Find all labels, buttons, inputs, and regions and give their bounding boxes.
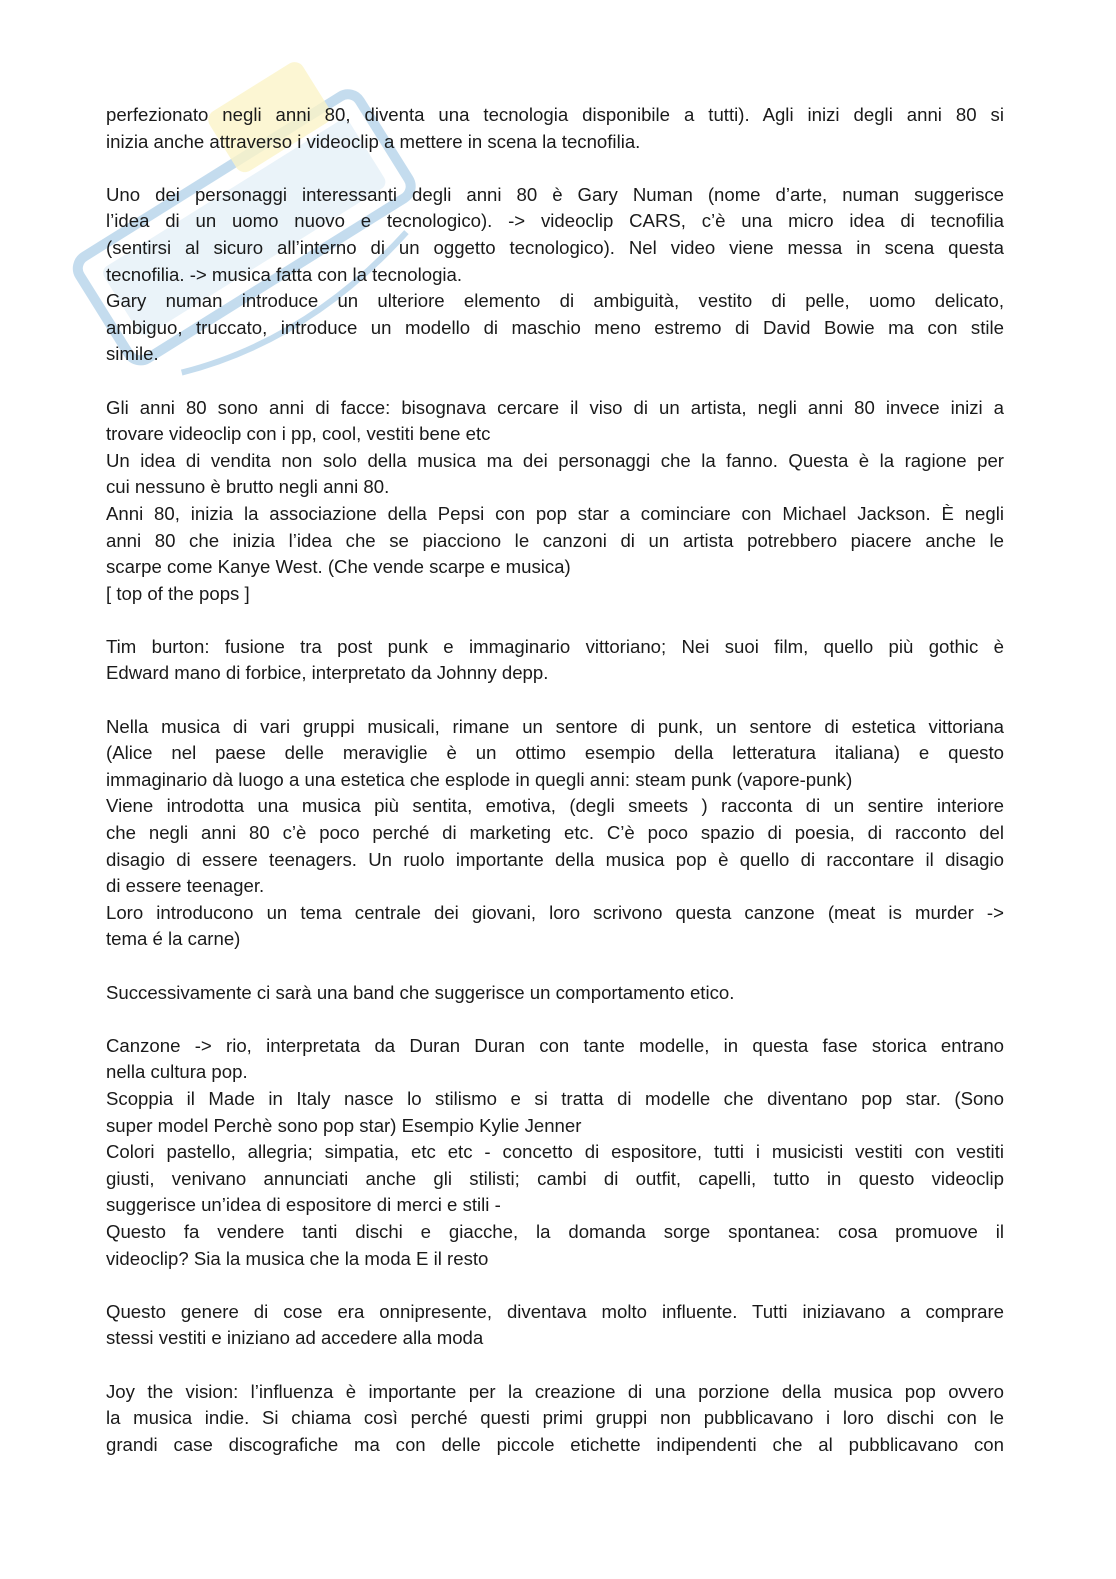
text-line: inizia anche attraverso i videoclip a mettere in scena la tecnofilia. bbox=[106, 130, 641, 152]
text-line: Gary numan introduce un ulteriore elemento di ambiguità, vestito di pelle, uomo delicato, bbox=[106, 290, 1004, 312]
text-line: (Alice nel paese delle meraviglie è un ottimo esempio della letteratura italiana) e questo bbox=[106, 742, 1004, 764]
text-line: anni 80 che inizia l’idea che se piacciono le canzoni di un artista potrebbero piacere anche le bbox=[106, 529, 1004, 551]
text-line: Uno dei personaggi interessanti degli anni 80 è Gary Numan (nome d’arte, numan suggerisce bbox=[106, 183, 1004, 205]
text-line: suggerisce un’idea di espositore di merci e stili - bbox=[106, 1194, 501, 1216]
text-line: tema é la carne) bbox=[106, 928, 241, 950]
text-line: trovare videoclip con i pp, cool, vestiti bene etc bbox=[106, 423, 491, 445]
text-line: Joy the vision: l’influenza è importante per la creazione di una porzione della musica pop ovvero bbox=[106, 1380, 1004, 1402]
paragraph bbox=[106, 1299, 1004, 1352]
text-line: immaginario dà luogo a una estetica che esplode in quegli anni: steam punk (vapore-punk) bbox=[106, 768, 853, 790]
text-line: Questo genere di cose era onnipresente, diventava molto influente. Tutti iniziavano a comprare bbox=[106, 1300, 1004, 1322]
text-line: Tim burton: fusione tra post punk e immaginario vittoriano; Nei suoi film, quello più gothic è bbox=[106, 635, 1004, 657]
text-line: Edward mano di forbice, interpretato da Johnny depp. bbox=[106, 662, 549, 684]
paragraph bbox=[106, 102, 1004, 155]
text-line: cui nessuno è brutto negli anni 80. bbox=[106, 476, 390, 498]
paragraph bbox=[106, 1379, 1004, 1459]
text-line: Successivamente ci sarà una band che suggerisce un comportamento etico. bbox=[106, 981, 735, 1003]
text-line: scarpe come Kanye West. (Che vende scarpe e musica) bbox=[106, 556, 571, 578]
paragraph bbox=[106, 634, 1004, 687]
text-line: tecnofilia. -> musica fatta con la tecnologia. bbox=[106, 263, 463, 285]
paragraph bbox=[106, 182, 1004, 368]
text-line: disagio di essere teenagers. Un ruolo importante della musica pop è quello di raccontare il disagio bbox=[106, 848, 1004, 870]
text-line: Questo fa vendere tanti dischi e giacche, la domanda sorge spontanea: cosa promuove il bbox=[106, 1220, 1004, 1242]
text-line: (sentirsi al sicuro all’interno di un oggetto tecnologico). Nel video viene messa in scena questa bbox=[106, 236, 1004, 258]
text-line: Canzone -> rio, interpretata da Duran Duran con tante modelle, in questa fase storica entrano bbox=[106, 1034, 1004, 1056]
text-line: Anni 80, inizia la associazione della Pepsi con pop star a cominciare con Michael Jackson. È negli bbox=[106, 502, 1004, 524]
text-line: Nella musica di vari gruppi musicali, rimane un sentore di punk, un sentore di estetica vittoriana bbox=[106, 715, 1004, 737]
text-line: nella cultura pop. bbox=[106, 1061, 248, 1083]
paragraph bbox=[106, 714, 1004, 953]
text-line: Loro introducono un tema centrale dei giovani, loro scrivono questa canzone (meat is murder -> bbox=[106, 901, 1004, 923]
text-line: super model Perchè sono pop star) Esempio Kylie Jenner bbox=[106, 1114, 582, 1136]
text-line: grandi case discografiche ma con delle piccole etichette indipendenti che al pubblicavano con bbox=[106, 1433, 1004, 1455]
paragraph bbox=[106, 1033, 1004, 1272]
text-line: Scoppia il Made in Italy nasce lo stilismo e si tratta di modelle che diventano pop star. (Sono bbox=[106, 1087, 1004, 1109]
text-line: perfezionato negli anni 80, diventa una tecnologia disponibile a tutti). Agli inizi degli anni 80 si bbox=[106, 104, 1004, 125]
paragraph bbox=[106, 980, 1004, 1007]
text-line: Un idea di vendita non solo della musica ma dei personaggi che la fanno. Questa è la ragione per bbox=[106, 449, 1004, 471]
text-line: simile. bbox=[106, 343, 159, 365]
document-body bbox=[106, 102, 1004, 1485]
text-line: la musica indie. Si chiama così perché questi primi gruppi non pubblicavano i loro dischi con le bbox=[106, 1407, 1004, 1429]
text-line: Colori pastello, allegria; simpatia, etc etc - concetto di espositore, tutti i musicisti vestiti con vestiti bbox=[106, 1141, 1004, 1163]
text-line: Viene introdotta una musica più sentita, emotiva, (degli smeets ) racconta di un sentire interiore bbox=[106, 795, 1004, 817]
text-line: l’idea di un uomo nuovo e tecnologico). -> videoclip CARS, c’è una micro idea di tecnofilia bbox=[106, 210, 1004, 232]
text-line: videoclip? Sia la musica che la moda E il resto bbox=[106, 1247, 489, 1269]
text-line: di essere teenager. bbox=[106, 875, 265, 897]
text-line: stessi vestiti e iniziano ad accedere alla moda bbox=[106, 1327, 484, 1349]
text-line: ambiguo, truccato, introduce un modello di maschio meno estremo di David Bowie ma con stile bbox=[106, 316, 1004, 338]
paragraph bbox=[106, 395, 1004, 608]
text-line: [ top of the pops ] bbox=[106, 582, 250, 604]
text-line: giusti, venivano annunciati anche gli stilisti; cambi di outfit, capelli, tutto in questo videoclip bbox=[106, 1167, 1004, 1189]
text-line: che negli anni 80 c’è poco perché di marketing etc. C’è poco spazio di poesia, di racconto del bbox=[106, 822, 1004, 844]
text-line: Gli anni 80 sono anni di facce: bisognava cercare il viso di un artista, negli anni 80 invece inizi a bbox=[106, 396, 1004, 418]
